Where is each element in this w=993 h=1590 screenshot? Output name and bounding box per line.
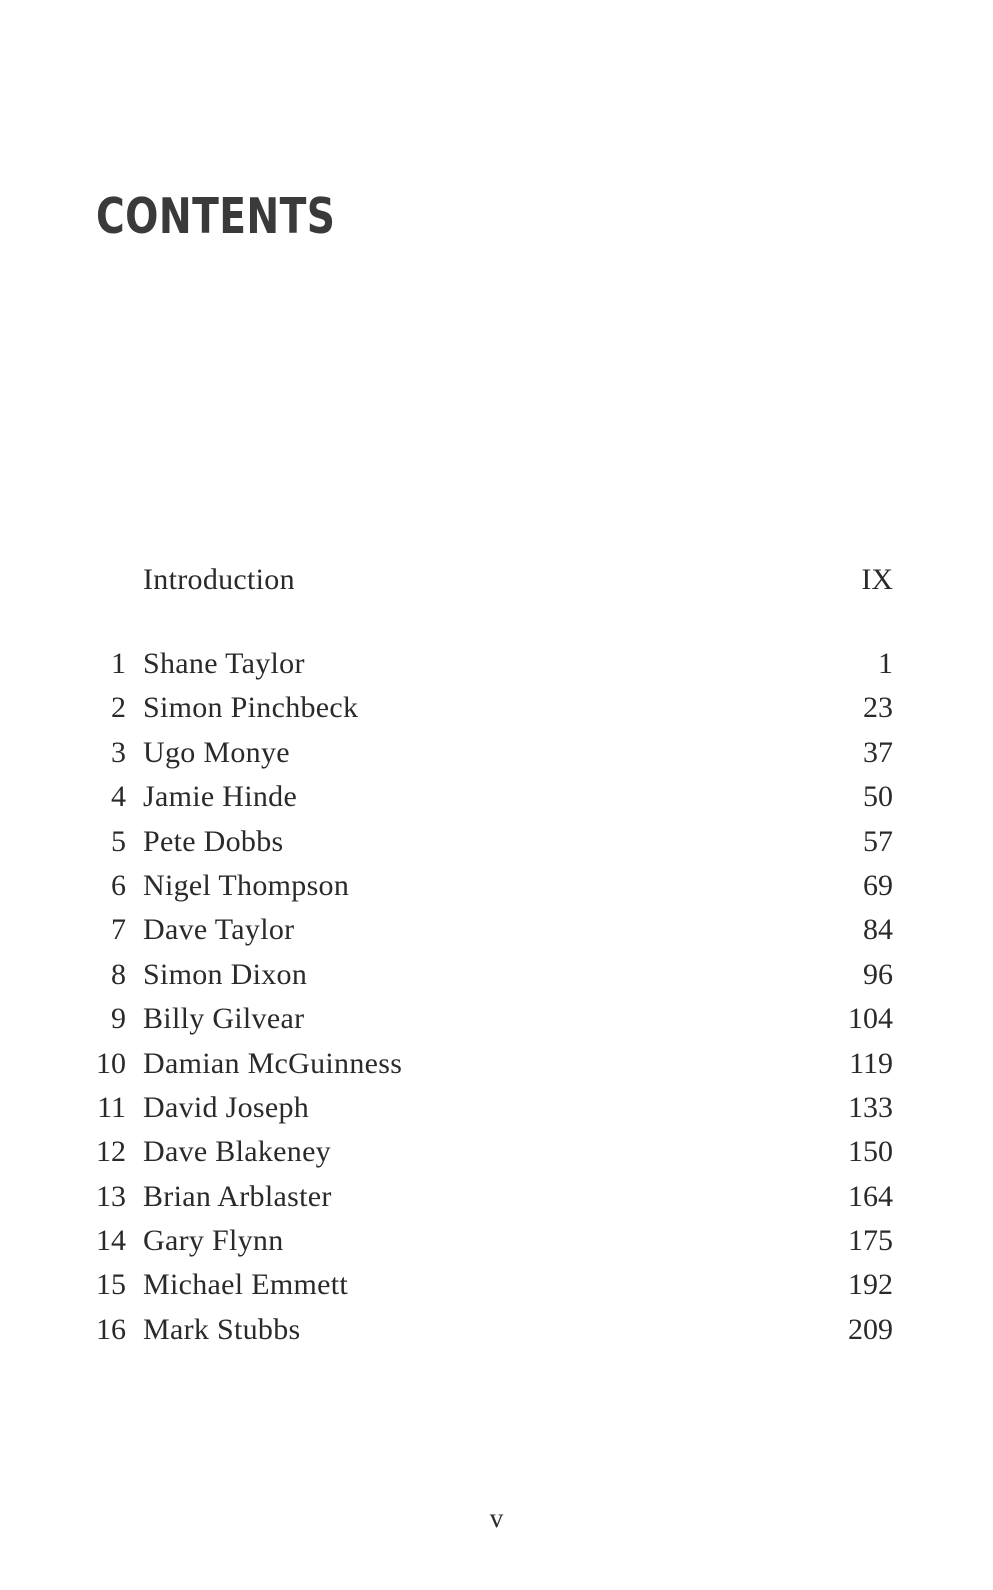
toc-entry xyxy=(0,999,993,1043)
chapter-page: 1 xyxy=(878,647,893,680)
chapter-title: Brian Arblaster xyxy=(143,1179,332,1213)
chapter-title: Damian McGuinness xyxy=(143,1046,403,1080)
chapter-number: 6 xyxy=(111,868,126,902)
chapter-page: 164 xyxy=(848,1179,893,1213)
toc-entry xyxy=(0,1044,993,1088)
toc-entry xyxy=(0,644,993,688)
toc-entry xyxy=(0,1265,993,1309)
chapter-title: Simon Pinchbeck xyxy=(143,691,359,725)
chapter-page: 175 xyxy=(848,1224,893,1258)
chapter-title: Gary Flynn xyxy=(143,1224,284,1258)
toc-entry xyxy=(0,866,993,910)
chapter-page: 192 xyxy=(848,1268,893,1302)
toc-entry-title: Introduction xyxy=(143,563,295,596)
chapter-page: 209 xyxy=(848,1312,893,1346)
chapter-number: 14 xyxy=(96,1224,126,1258)
chapter-page: 133 xyxy=(848,1090,893,1124)
chapter-page: 57 xyxy=(863,824,893,858)
toc-entry xyxy=(0,1132,993,1176)
chapter-title: Dave Blakeney xyxy=(143,1135,331,1169)
chapter-page: 84 xyxy=(863,913,893,947)
toc-entry xyxy=(0,955,993,999)
table-of-contents xyxy=(0,644,993,1354)
chapter-number: 2 xyxy=(111,691,126,725)
chapter-number: 8 xyxy=(111,957,126,991)
chapter-page: 96 xyxy=(863,957,893,991)
chapter-title: Jamie Hinde xyxy=(143,780,298,814)
chapter-number: 1 xyxy=(111,647,126,680)
chapter-page: 37 xyxy=(863,735,893,769)
chapter-number: 9 xyxy=(111,1002,126,1036)
chapter-title: Billy Gilvear xyxy=(143,1002,305,1036)
toc-entry-page: IX xyxy=(861,563,893,596)
page-folio: v xyxy=(489,1503,504,1533)
chapter-number: 7 xyxy=(111,913,126,947)
toc-entry xyxy=(0,1088,993,1132)
chapter-number: 16 xyxy=(96,1312,126,1346)
chapter-title: Mark Stubbs xyxy=(143,1312,301,1346)
toc-entry xyxy=(0,1177,993,1221)
chapter-title: Ugo Monye xyxy=(143,735,290,769)
chapter-page: 150 xyxy=(848,1135,893,1169)
toc-introduction-entry xyxy=(0,560,993,600)
chapter-page: 119 xyxy=(849,1046,893,1080)
chapter-page: 104 xyxy=(848,1002,893,1036)
chapter-number: 15 xyxy=(96,1268,126,1302)
chapter-title: Pete Dobbs xyxy=(143,824,284,858)
chapter-number: 11 xyxy=(97,1090,126,1124)
chapter-title: David Joseph xyxy=(143,1090,310,1124)
page-title: CONTENTS xyxy=(96,188,336,245)
toc-entry xyxy=(0,910,993,954)
chapter-number: 4 xyxy=(111,780,126,814)
toc-entry xyxy=(0,822,993,866)
toc-entry xyxy=(0,1221,993,1265)
chapter-number: 5 xyxy=(111,824,126,858)
chapter-title: Michael Emmett xyxy=(143,1268,348,1302)
chapter-title: Simon Dixon xyxy=(143,957,308,991)
chapter-number: 3 xyxy=(111,735,126,769)
chapter-title: Nigel Thompson xyxy=(143,868,350,902)
toc-entry xyxy=(0,1310,993,1354)
toc-entry xyxy=(0,688,993,732)
chapter-title: Shane Taylor xyxy=(143,647,305,680)
chapter-number: 12 xyxy=(96,1135,126,1169)
chapter-number: 10 xyxy=(96,1046,126,1080)
toc-entry xyxy=(0,777,993,821)
chapter-title: Dave Taylor xyxy=(143,913,295,947)
toc-entry xyxy=(0,733,993,777)
chapter-page: 69 xyxy=(863,868,893,902)
chapter-page: 50 xyxy=(863,780,893,814)
chapter-page: 23 xyxy=(863,691,893,725)
chapter-number: 13 xyxy=(96,1179,126,1213)
